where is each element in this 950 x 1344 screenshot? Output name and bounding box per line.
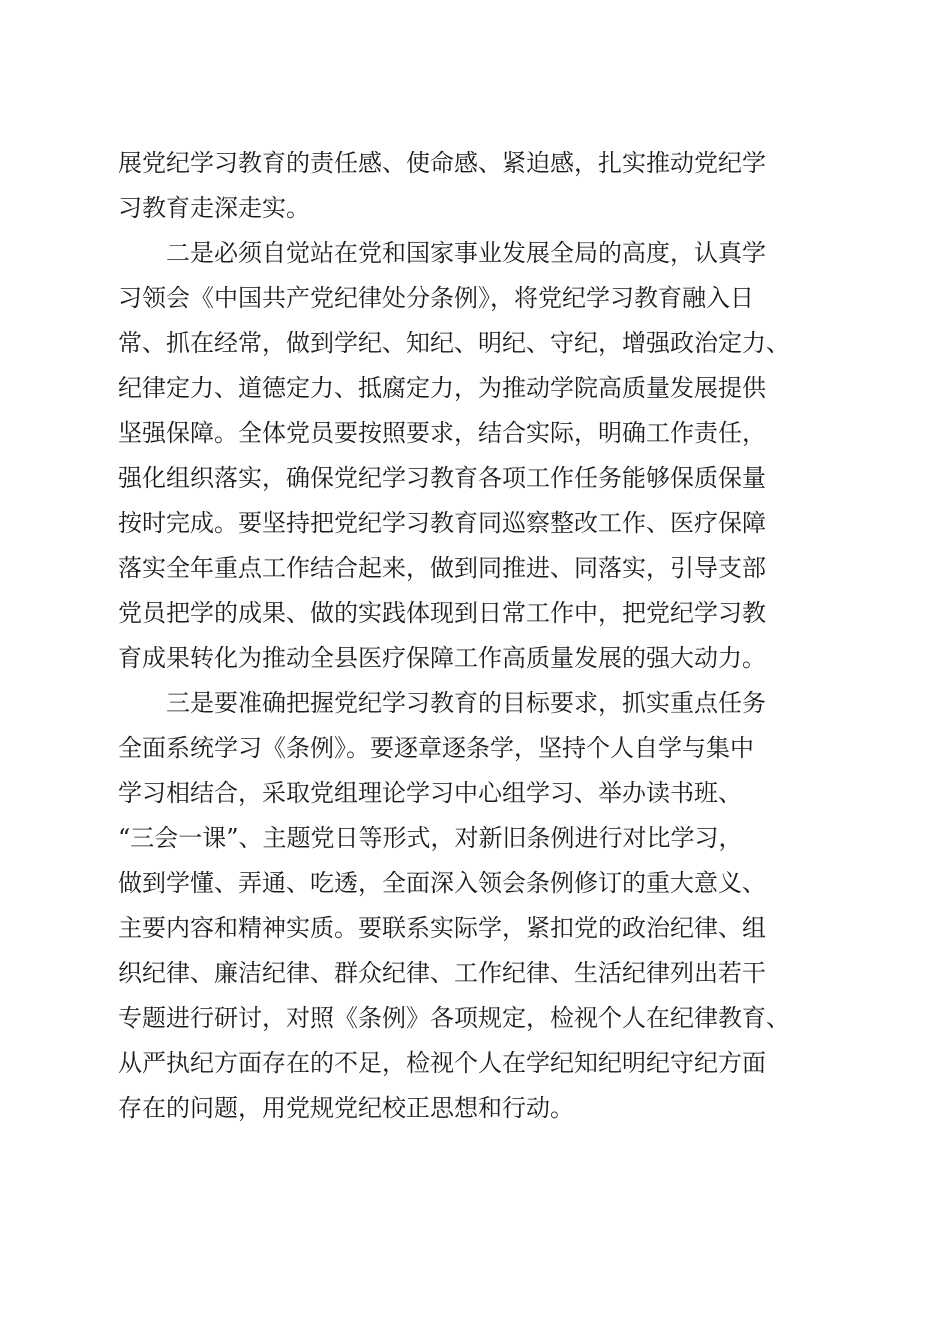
paragraph-line: 展党纪学习教育的责任感、使命感、紧迫感，扎实推动党纪学 bbox=[118, 149, 766, 177]
paragraph-line: 存在的问题，用党规党纪校正思想和行动。 bbox=[118, 1094, 574, 1122]
paragraph-line: 落实全年重点工作结合起来，做到同推进、同落实，引导支部 bbox=[118, 554, 766, 582]
paragraph-line: 二是必须自觉站在党和国家事业发展全局的高度，认真学 bbox=[166, 239, 766, 267]
document-body bbox=[118, 141, 838, 1131]
paragraph-line: 坚强保障。全体党员要按照要求，结合实际，明确工作责任， bbox=[118, 419, 766, 447]
paragraph-line: 主要内容和精神实质。要联系实际学，紧扣党的政治纪律、组 bbox=[118, 914, 766, 942]
paragraph-line: “三会一课”、主题党日等形式，对新旧条例进行对比学习， bbox=[118, 824, 743, 852]
paragraph-line: 三是要准确把握党纪学习教育的目标要求，抓实重点任务 bbox=[166, 689, 766, 717]
paragraph-2 bbox=[118, 231, 838, 681]
paragraph-3 bbox=[118, 681, 838, 1131]
paragraph-line: 按时完成。要坚持把党纪学习教育同巡察整改工作、医疗保障 bbox=[118, 509, 766, 537]
paragraph-1 bbox=[118, 141, 838, 231]
paragraph-line: 学习相结合，采取党组理论学习中心组学习、举办读书班、 bbox=[118, 779, 742, 807]
paragraph-line: 专题进行研讨，对照《条例》各项规定，检视个人在纪律教育、 bbox=[118, 1004, 790, 1032]
paragraph-line: 习领会《中国共产党纪律处分条例》，将党纪学习教育融入日 bbox=[118, 284, 754, 312]
paragraph-line: 织纪律、廉洁纪律、群众纪律、工作纪律、生活纪律列出若干 bbox=[118, 959, 766, 987]
paragraph-line: 习教育走深走实。 bbox=[118, 194, 310, 222]
paragraph-line: 从严执纪方面存在的不足，检视个人在学纪知纪明纪守纪方面 bbox=[118, 1049, 766, 1077]
paragraph-line: 强化组织落实，确保党纪学习教育各项工作任务能够保质保量 bbox=[118, 464, 766, 492]
paragraph-line: 全面系统学习《条例》。要逐章逐条学，坚持个人自学与集中 bbox=[118, 734, 754, 762]
paragraph-line: 纪律定力、道德定力、抵腐定力，为推动学院高质量发展提供 bbox=[118, 374, 766, 402]
paragraph-line: 育成果转化为推动全县医疗保障工作高质量发展的强大动力。 bbox=[118, 644, 766, 672]
paragraph-line: 党员把学的成果、做的实践体现到日常工作中，把党纪学习教 bbox=[118, 599, 766, 627]
paragraph-line: 做到学懂、弄通、吃透，全面深入领会条例修订的重大意义、 bbox=[118, 869, 766, 897]
paragraph-line: 常、抓在经常，做到学纪、知纪、明纪、守纪，增强政治定力、 bbox=[118, 329, 790, 357]
